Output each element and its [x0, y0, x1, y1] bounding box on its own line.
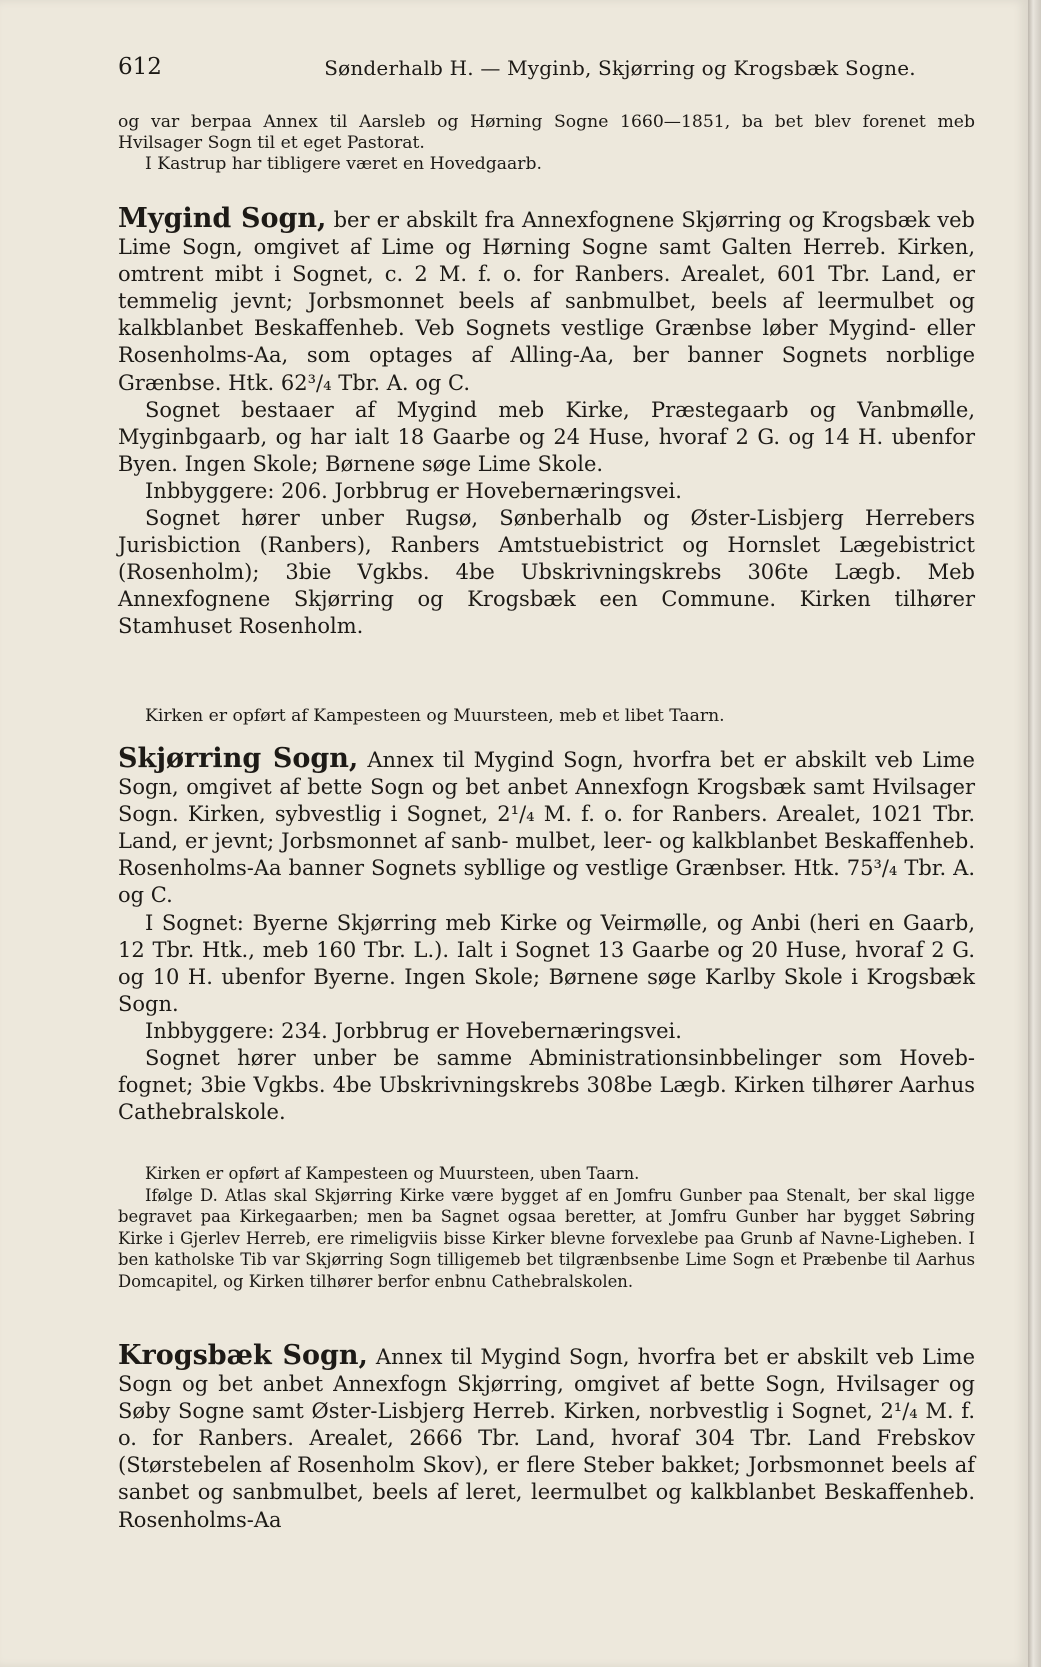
skjorring-legend-note: Ifølge D. Atlas skal Skjørring Kirke være bygget af en Jomfru Gunber paa Stenalt, ber skal ligge begravet paa Kirkegaarben; men ba Sagnet ogsaa beretter, at Jomfru Gunber har bygget Søbring Kirke i Gjerlev Herreb, ere rimeligviis bisse Kirker blevne forvexlebe paa Grunb af Navne-Ligheben. I ben katholske Tib var Skjørring Sogn tilligemeb bet tilgrænbsenbe Lime Sogn et Præbenbe til Aarhus Domcapitel, og Kirken tilhører berfor enbnu Cathebralskolen. — [118, 1185, 975, 1291]
mygind-paragraph-1: ber er abskilt fra Annexfognene Skjørring og Krogsbæk veb Lime Sogn, omgivet af Lime og Hørning Sogne samt Galten Herreb. Kirken, omtrent mibt i Sognet, c. 2 M. f. o. for Ranbers. Arealet, 601 Tbr. Land, er temmelig jevnt; Jorbsmonnet beels af sanbmulbet, beels af leermulbet og kalkblanbet Beskaffenheb. Veb Sognets vestlige Grænbse løber Mygind- eller Rosenholms-Aa, som optages af Alling-Aa, ber banner Sognets norblige Grænbse. Htk. 62³/₄ Tbr. A. og C. — [118, 208, 975, 395]
page-number: 612 — [118, 54, 162, 80]
krogsbaek-paragraph-1: Annex til Mygind Sogn, hvorfra bet er abskilt veb Lime Sogn og bet anbet Annexfogn Skjørring, omgivet af bette Sogn, Hvilsager og Søby Sogne samt Øster-Lisbjerg Herreb. Kirken, norbvestlig i Sognet, 2¹/₄ M. f. o. for Ranbers. Arealet, 2666 Tbr. Land, hvoraf 304 Tbr. Land Frebskov (Størstebelen af Rosenholm Skov), er flere Steber bakket; Jorbsmonnet beels af sanbet og sanbmulbet, beels af leret, leermulbet og kalkblanbet Beskaffenheb. Rosenholms-Aa — [118, 1345, 975, 1532]
mygind-paragraph-4: Sognet hører unber Rugsø, Sønberhalb og Øster-Lisbjerg Herrebers Jurisbiction (Ranbers), Ranbers Amtstuebistrict og Hornslet Lægebistrict (Rosenholm); 3bie Vgkbs. 4be Ubskrivningskrebs 306te Lægb. Meb Annexfognene Skjørring og Krogsbæk een Commune. Kirken tilhører Stamhuset Rosenholm. — [118, 506, 975, 639]
mygind-church-note: Kirken er opført af Kampesteen og Muursteen, meb et libet Taarn. — [145, 706, 725, 726]
page-header — [118, 54, 998, 88]
skjorring-paragraph-2: I Sognet: Byerne Skjørring meb Kirke og Veirmølle, og Anbi (heri en Gaarb, 12 Tbr. Htk., meb 160 Tbr. L.). Ialt i Sognet 13 Gaarbe og 20 Huse, hvoraf 2 G. og 10 H. ubenfor Byerne. Ingen Skole; Børnene søge Karlby Skole i Krogsbæk Sogn. — [118, 910, 975, 1016]
intro-paragraph: og var berpaa Annex til Aarsleb og Hørning Sogne 1660—1851, ba bet blev forenet meb Hvilsager Sogn til et eget Pastorat. — [118, 112, 975, 153]
section-title-krogsbaek: Krogsbæk Sogn, — [118, 1340, 368, 1371]
mygind-note — [118, 706, 975, 727]
skjorring-paragraph-4: Sognet hører unber be samme Abministrationsinbbelinger som Hoveb- fognet; 3bie Vgkbs. 4be Ubskrivningskrebs 308be Lægb. Kirken tilhører Aarhus Cathebralskole. — [118, 1046, 975, 1125]
section-mygind — [118, 205, 975, 641]
intro-note: I Kastrup har tibligere været en Hovedgaarb. — [145, 154, 542, 174]
skjorring-paragraph-3: Inbbyggere: 234. Jorbbrug er Hovebernæringsvei. — [145, 1018, 682, 1043]
section-title-mygind: Mygind Sogn, — [118, 203, 327, 234]
skjorring-paragraph-1: Annex til Mygind Sogn, hvorfra bet er abskilt veb Lime Sogn, omgivet af bette Sogn og bet anbet Annexfogn Krogsbæk samt Hvilsager Sogn. Kirken, sybvestlig i Sognet, 2¹/₄ M. f. o. for Ranbers. Arealet, 1021 Tbr. Land, er jevnt; Jorbsmonnet af sanb- mulbet, leer- og kalkblanbet Beskaffenheb. Rosenholms-Aa banner Sognets sybllige og vestlige Grænbser. Htk. 75³/₄ Tbr. A. og C. — [118, 748, 975, 908]
running-title: Sønderhalb H. — Myginb, Skjørring og Krogsbæk Sogne. — [324, 56, 916, 80]
mygind-paragraph-3: Inbbyggere: 206. Jorbbrug er Hovebernæringsvei. — [145, 478, 682, 503]
section-krogsbaek — [118, 1342, 975, 1534]
skjorring-notes — [118, 1163, 975, 1292]
skjorring-church-note: Kirken er opført af Kampesteen og Muursteen, uben Taarn. — [145, 1164, 640, 1183]
mygind-paragraph-2: Sognet bestaaer af Mygind meb Kirke, Præstegaarb og Vanbmølle, Myginbgaarb, og har ialt 18 Gaarbe og 24 Huse, hvoraf 2 G. og 14 H. ubenfor Byen. Ingen Skole; Børnene søge Lime Skole. — [118, 397, 975, 476]
section-skjorring — [118, 745, 975, 1126]
section-title-skjorring: Skjørring Sogn, — [118, 743, 359, 774]
page-edge — [1028, 0, 1041, 1667]
intro-continuation — [118, 112, 975, 175]
